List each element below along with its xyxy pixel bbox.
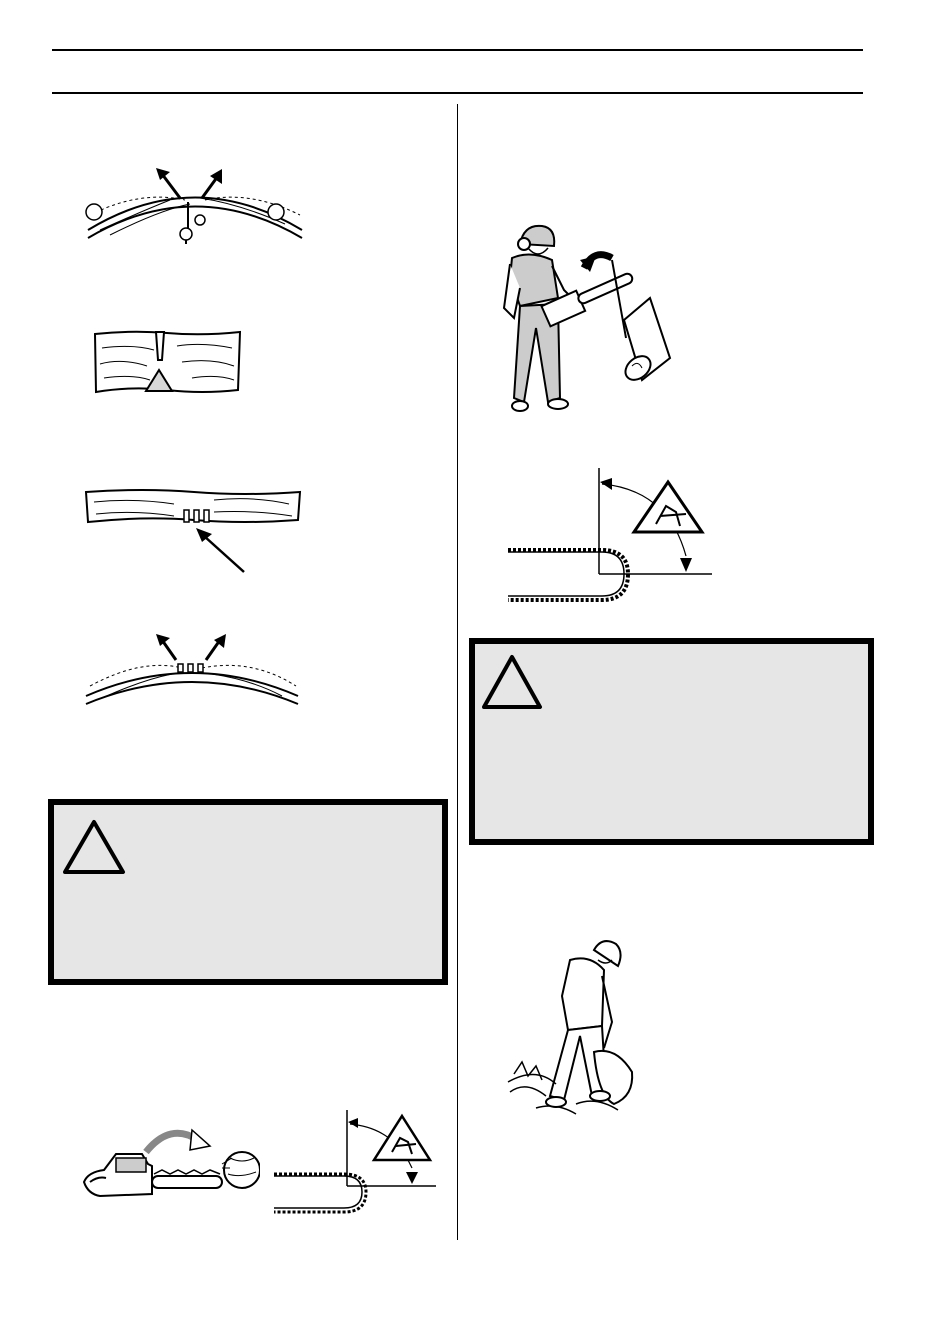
log-notches-tension-figure (82, 630, 302, 716)
kickback-zone-figure (274, 1108, 438, 1216)
warning-text (134, 825, 426, 826)
log-tension-arrows-figure (80, 160, 310, 250)
warning-triangle-icon (481, 654, 543, 710)
warning-box-right (469, 638, 874, 845)
operator-kickback-figure (500, 218, 672, 418)
chainsaw-kickback-figure (80, 1118, 260, 1202)
column-divider (457, 104, 458, 1240)
header-rule-bottom (52, 92, 863, 94)
operator-stooping-figure (506, 936, 638, 1118)
warning-text (555, 664, 852, 665)
warning-triangle-icon (62, 819, 126, 875)
log-cut-figure (92, 328, 242, 396)
header-rule-top (52, 49, 863, 51)
kickback-zone-figure-right (508, 466, 714, 606)
warning-box-left (48, 799, 448, 985)
log-notches-figure (84, 486, 302, 576)
